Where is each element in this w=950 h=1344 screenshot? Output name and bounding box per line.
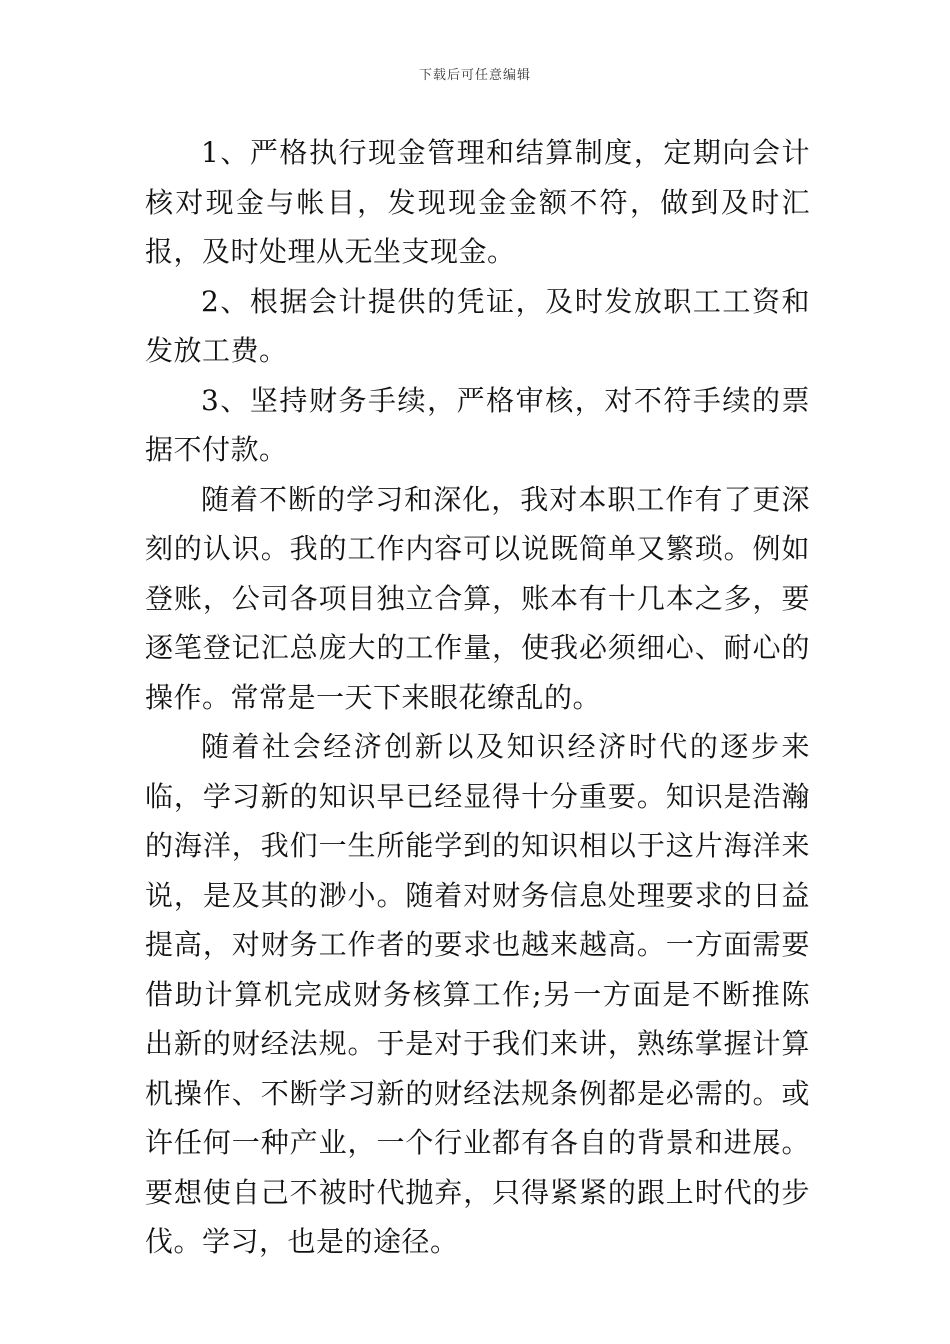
paragraph-4: 随着不断的学习和深化，我对本职工作有了更深刻的认识。我的工作内容可以说既简单又繁琐。例如登账，公司各项目独立合算，账本有十几本之多，要逐笔登记汇总庞大的工作量，使我必须细心、耐心的操作。常常是一天下来眼花缭乱的。	[145, 482, 810, 714]
page-header: 下载后可任意编辑	[418, 68, 531, 83]
document-body	[145, 128, 810, 1267]
paragraph-5: 随着社会经济创新以及知识经济时代的逐步来临，学习新的知识早已经显得十分重要。知识是浩瀚的海洋，我们一生所能学到的知识相以于这片海洋来说，是及其的渺小。随着对财务信息处理要求的日益提高，对财务工作者的要求也越来越高。一方面需要借助计算机完成财务核算工作;另一方面是不断推陈出新的财经法规。于是对于我们来讲，熟练掌握计算机操作、不断学习新的财经法规条例都是必需的。或许任何一种产业，一个行业都有各自的背景和进展。要想使自己不被时代抛弃，只得紧紧的跟上时代的步伐。学习，也是的途径。	[145, 730, 810, 1258]
paragraph-2: 2、根据会计提供的凭证，及时发放职工工资和发放工费。	[145, 284, 810, 367]
paragraph-3: 3、坚持财务手续，严格审核，对不符手续的票据不付款。	[145, 383, 810, 466]
paragraph-1: 1、严格执行现金管理和结算制度，定期向会计核对现金与帐目，发现现金金额不符，做到及时汇报，及时处理从无坐支现金。	[145, 136, 810, 268]
